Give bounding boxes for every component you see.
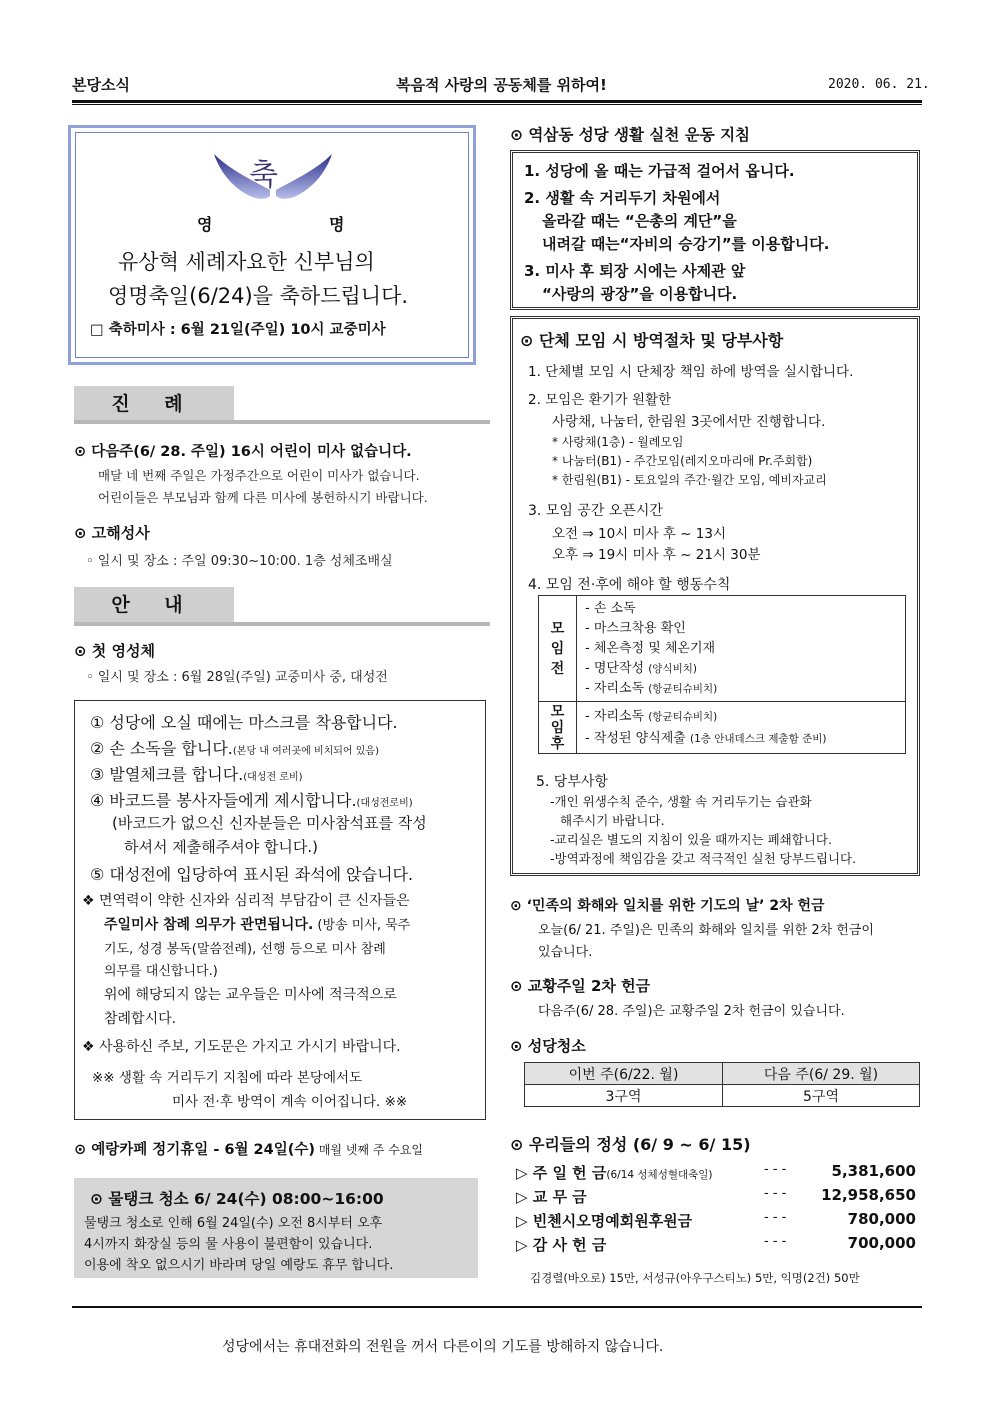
after-item: - 작성된 양식제출 (1층 안내데스크 제출함 준비) bbox=[585, 730, 827, 746]
rule-item: ③ 발열체크를 합니다.(대성전 로비) bbox=[90, 765, 303, 784]
offering-row: ▷ 감 사 헌 금 - - - 700,000 bbox=[516, 1234, 916, 1254]
congrats-title: 축 bbox=[249, 158, 278, 193]
header-rule-thin bbox=[72, 104, 922, 105]
after-item: - 자리소독 (항균티슈비치) bbox=[585, 708, 718, 724]
header-rule bbox=[72, 100, 922, 103]
guide-list bbox=[524, 160, 829, 306]
guide-title: ⊙ 역삼동 성당 생활 실천 운동 지침 bbox=[510, 126, 751, 144]
group-place: * 나눔터(B1) - 주간모임(레지오마리애 Pr.주회합) bbox=[552, 454, 813, 468]
group-place: * 한림원(B1) - 토요일의 주간·월간 모임, 예비자교리 bbox=[552, 473, 827, 487]
exempt-line: 위에 해당되지 않는 교우들은 미사에 적극적으로 bbox=[104, 987, 397, 1003]
confession-title: ⊙ 고해성사 bbox=[74, 524, 150, 542]
group-item-4: 4. 모임 전·후에 해야 할 행동수칙 bbox=[528, 577, 731, 593]
group-item-2: 2. 모임은 환기가 원활한 bbox=[528, 392, 672, 408]
water-tank-line2: 4시까지 화장실 등의 물 사용이 불편함이 있습니다. bbox=[84, 1237, 373, 1252]
before-list bbox=[577, 596, 906, 702]
offering-donors: 김경렬(바오로) 15만, 서성규(아우구스티노) 5만, 익명(2건) 50만 bbox=[530, 1271, 860, 1285]
confession-text: ◦ 일시 및 장소 : 주일 09:30~10:00. 1층 성체조배실 bbox=[86, 554, 393, 569]
offering-row: ▷ 교 무 금 - - - 12,958,650 bbox=[516, 1186, 916, 1206]
group-item-1: 1. 단체별 모임 시 단체장 책임 하에 방역을 실시합니다. bbox=[528, 364, 854, 380]
group-item-3: 3. 모임 공간 오픈시간 bbox=[528, 503, 663, 519]
kids-mass-title: ⊙ 다음주(6/ 28. 주일) 16시 어린이 미사 없습니다. bbox=[74, 444, 412, 460]
guide-item: 1. 성당에 올 때는 가급적 걸어서 옵니다. bbox=[524, 162, 795, 180]
section-divider bbox=[74, 420, 490, 424]
cleaning-table bbox=[524, 1062, 920, 1107]
before-label: 모임전 bbox=[539, 596, 577, 702]
group-place: * 사랑채(1층) - 월례모임 bbox=[552, 435, 684, 449]
rule-item-note: 하셔서 제출해주셔야 합니다.) bbox=[124, 838, 319, 856]
request-line: -교리실은 별도의 지침이 있을 때까지는 폐쇄합니다. bbox=[550, 832, 832, 847]
peace-collection-line1: 오늘(6/ 21. 주일)은 민족의 화해와 일치를 위한 2차 헌금이 bbox=[538, 923, 874, 938]
offering-row: ▷ 빈첸시오명예회원후원금 - - - 780,000 bbox=[516, 1210, 916, 1230]
cleaning-next-week-zone: 5구역 bbox=[723, 1085, 920, 1107]
congrats-line2: 영명축일(6/24)을 축하드립니다. bbox=[108, 284, 409, 308]
congrats-sub-right: 명 bbox=[329, 215, 345, 234]
group-guide-title: ⊙ 단체 모임 시 방역절차 및 당부사항 bbox=[520, 331, 784, 350]
after-label: 모임후 bbox=[539, 702, 577, 754]
cleaning-this-week-zone: 3구역 bbox=[525, 1085, 723, 1107]
guide-item: 2. 생활 속 거리두기 차원에서 bbox=[524, 189, 721, 207]
tab-jinrye: 진 례 bbox=[74, 386, 234, 422]
rule-item-note: (바코드가 없으신 신자분들은 미사참석표를 작성 bbox=[112, 814, 427, 832]
header-date: 2020. 06. 21. bbox=[828, 77, 930, 92]
cleaning-next-week-head: 다음 주(6/ 29. 월) bbox=[723, 1063, 920, 1085]
kids-mass-line2: 어린이들은 부모님과 함께 다른 미사에 봉헌하시기 바랍니다. bbox=[98, 490, 428, 505]
guide-item: 내려갈 때는“자비의 승강기”를 이용합니다. bbox=[542, 235, 830, 253]
request-line: -개인 위생수칙 준수, 생활 속 거리두기는 습관화 bbox=[550, 794, 812, 809]
exempt-line: 참례합시다. bbox=[104, 1011, 177, 1027]
water-tank-line3: 이용에 착오 없으시기 바라며 당일 예랑도 휴무 합니다. bbox=[84, 1258, 394, 1273]
before-item: - 손 소독 bbox=[585, 600, 636, 616]
distance-line: 미사 전·후 방역이 계속 이어집니다. ※※ bbox=[172, 1094, 408, 1110]
exempt-line: 주일미사 참례 의무가 관면됩니다. (방송 미사, 묵주 bbox=[104, 917, 411, 933]
peace-collection-line2: 있습니다. bbox=[538, 945, 593, 960]
cleaning-this-week-head: 이번 주(6/22. 월) bbox=[525, 1063, 723, 1085]
rule-item: ② 손 소독을 합니다.(본당 내 여러곳에 비치되어 있음) bbox=[90, 739, 379, 758]
communion-title: ⊙ 첫 영성체 bbox=[74, 642, 155, 660]
after-list bbox=[577, 702, 906, 754]
offering-row: ▷ 주 일 헌 금(6/14 성체성혈대축일) - - - 5,381,600 bbox=[516, 1162, 916, 1182]
offering-title: ⊙ 우리들의 정성 (6/ 9 ~ 6/ 15) bbox=[510, 1135, 751, 1154]
cafe-holiday: ⊙ 예랑카페 정기휴일 - 6월 24일(수) 매월 넷째 주 수요일 bbox=[74, 1142, 424, 1158]
pope-collection-text: 다음주(6/ 28. 주일)은 교황주일 2차 헌금이 있습니다. bbox=[538, 1004, 845, 1019]
congrats-mass: □ 축하미사 : 6월 21일(주일) 10시 교중미사 bbox=[90, 322, 386, 338]
group-hours-pm: 오후 ⇒ 19시 미사 후 ~ 21시 30분 bbox=[552, 547, 761, 563]
group-hours-am: 오전 ⇒ 10시 미사 후 ~ 13시 bbox=[552, 526, 727, 542]
tab-annae: 안 내 bbox=[74, 587, 234, 623]
header-section-label: 본당소식 bbox=[72, 76, 130, 94]
kids-mass-line1: 매달 네 번째 주일은 가정주간으로 어린이 미사가 없습니다. bbox=[98, 468, 420, 483]
cleaning-title: ⊙ 성당청소 bbox=[510, 1037, 586, 1055]
communion-text: ◦ 일시 및 장소 : 6월 28일(주일) 교중미사 중, 대성전 bbox=[86, 670, 388, 685]
before-item: - 마스크착용 확인 bbox=[585, 620, 686, 636]
guide-item: “사랑의 광장”을 이용합니다. bbox=[542, 285, 738, 303]
bulletin-line: ❖ 사용하신 주보, 기도문은 가지고 가시기 바랍니다. bbox=[82, 1039, 401, 1055]
footer-rule bbox=[72, 1306, 922, 1308]
pope-collection-title: ⊙ 교황주일 2차 헌금 bbox=[510, 977, 651, 995]
guide-item: 3. 미사 후 퇴장 시에는 사제관 앞 bbox=[524, 262, 746, 280]
before-item: - 명단작성 (양식비치) bbox=[585, 660, 697, 676]
section-divider bbox=[74, 622, 490, 626]
rule-item: ⑤ 대성전에 입당하여 표시된 좌석에 앉습니다. bbox=[90, 865, 414, 884]
covid-rules-list bbox=[82, 710, 480, 1114]
exempt-line: 의무를 대신합니다.) bbox=[104, 964, 218, 979]
offering-list bbox=[516, 1162, 916, 1258]
water-tank-line1: 물탱크 청소로 인해 6월 24일(수) 오전 8시부터 오후 bbox=[84, 1216, 383, 1231]
footer-notice: 성당에서는 휴대전화의 전원을 꺼서 다른이의 기도를 방해하지 않습니다. bbox=[222, 1339, 664, 1355]
rule-item: ④ 바코드를 봉사자들에게 제시합니다.(대성전로비) bbox=[90, 791, 413, 810]
before-item: - 자리소독 (항균티슈비치) bbox=[585, 680, 718, 696]
exempt-line: ❖ 면역력이 약한 신자와 심리적 부담감이 큰 신자들은 bbox=[82, 893, 410, 909]
congrats-line1: 유상혁 세례자요한 신부님의 bbox=[118, 250, 375, 274]
request-line: -방역과정에 책임감을 갖고 적극적인 실천 당부드립니다. bbox=[550, 851, 857, 866]
group-item-5: 5. 당부사항 bbox=[536, 774, 608, 790]
header-motto: 복음적 사랑의 공동체를 위하여! bbox=[396, 76, 607, 94]
rule-item: ① 성당에 오실 때에는 마스크를 착용합니다. bbox=[90, 713, 398, 732]
water-tank-title: ⊙ 물탱크 청소 6/ 24(수) 08:00~16:00 bbox=[90, 1190, 384, 1208]
congrats-sub-left: 영 bbox=[197, 215, 213, 234]
request-line: 해주시기 바랍니다. bbox=[560, 813, 665, 828]
exempt-line: 기도, 성경 봉독(말씀전례), 선행 등으로 미사 참례 bbox=[104, 942, 386, 957]
conduct-table bbox=[538, 595, 906, 754]
guide-item: 올라갈 때는 “은총의 계단”을 bbox=[542, 212, 737, 230]
peace-collection-title: ⊙ ‘민족의 화해와 일치를 위한 기도의 날’ 2차 헌금 bbox=[510, 898, 825, 914]
before-item: - 체온측정 및 체온기재 bbox=[585, 640, 716, 656]
group-item-2-places: 사랑채, 나눔터, 한림원 3곳에서만 진행합니다. bbox=[552, 414, 826, 430]
distance-line: ※※ 생활 속 거리두기 지침에 따라 본당에서도 bbox=[92, 1070, 363, 1086]
